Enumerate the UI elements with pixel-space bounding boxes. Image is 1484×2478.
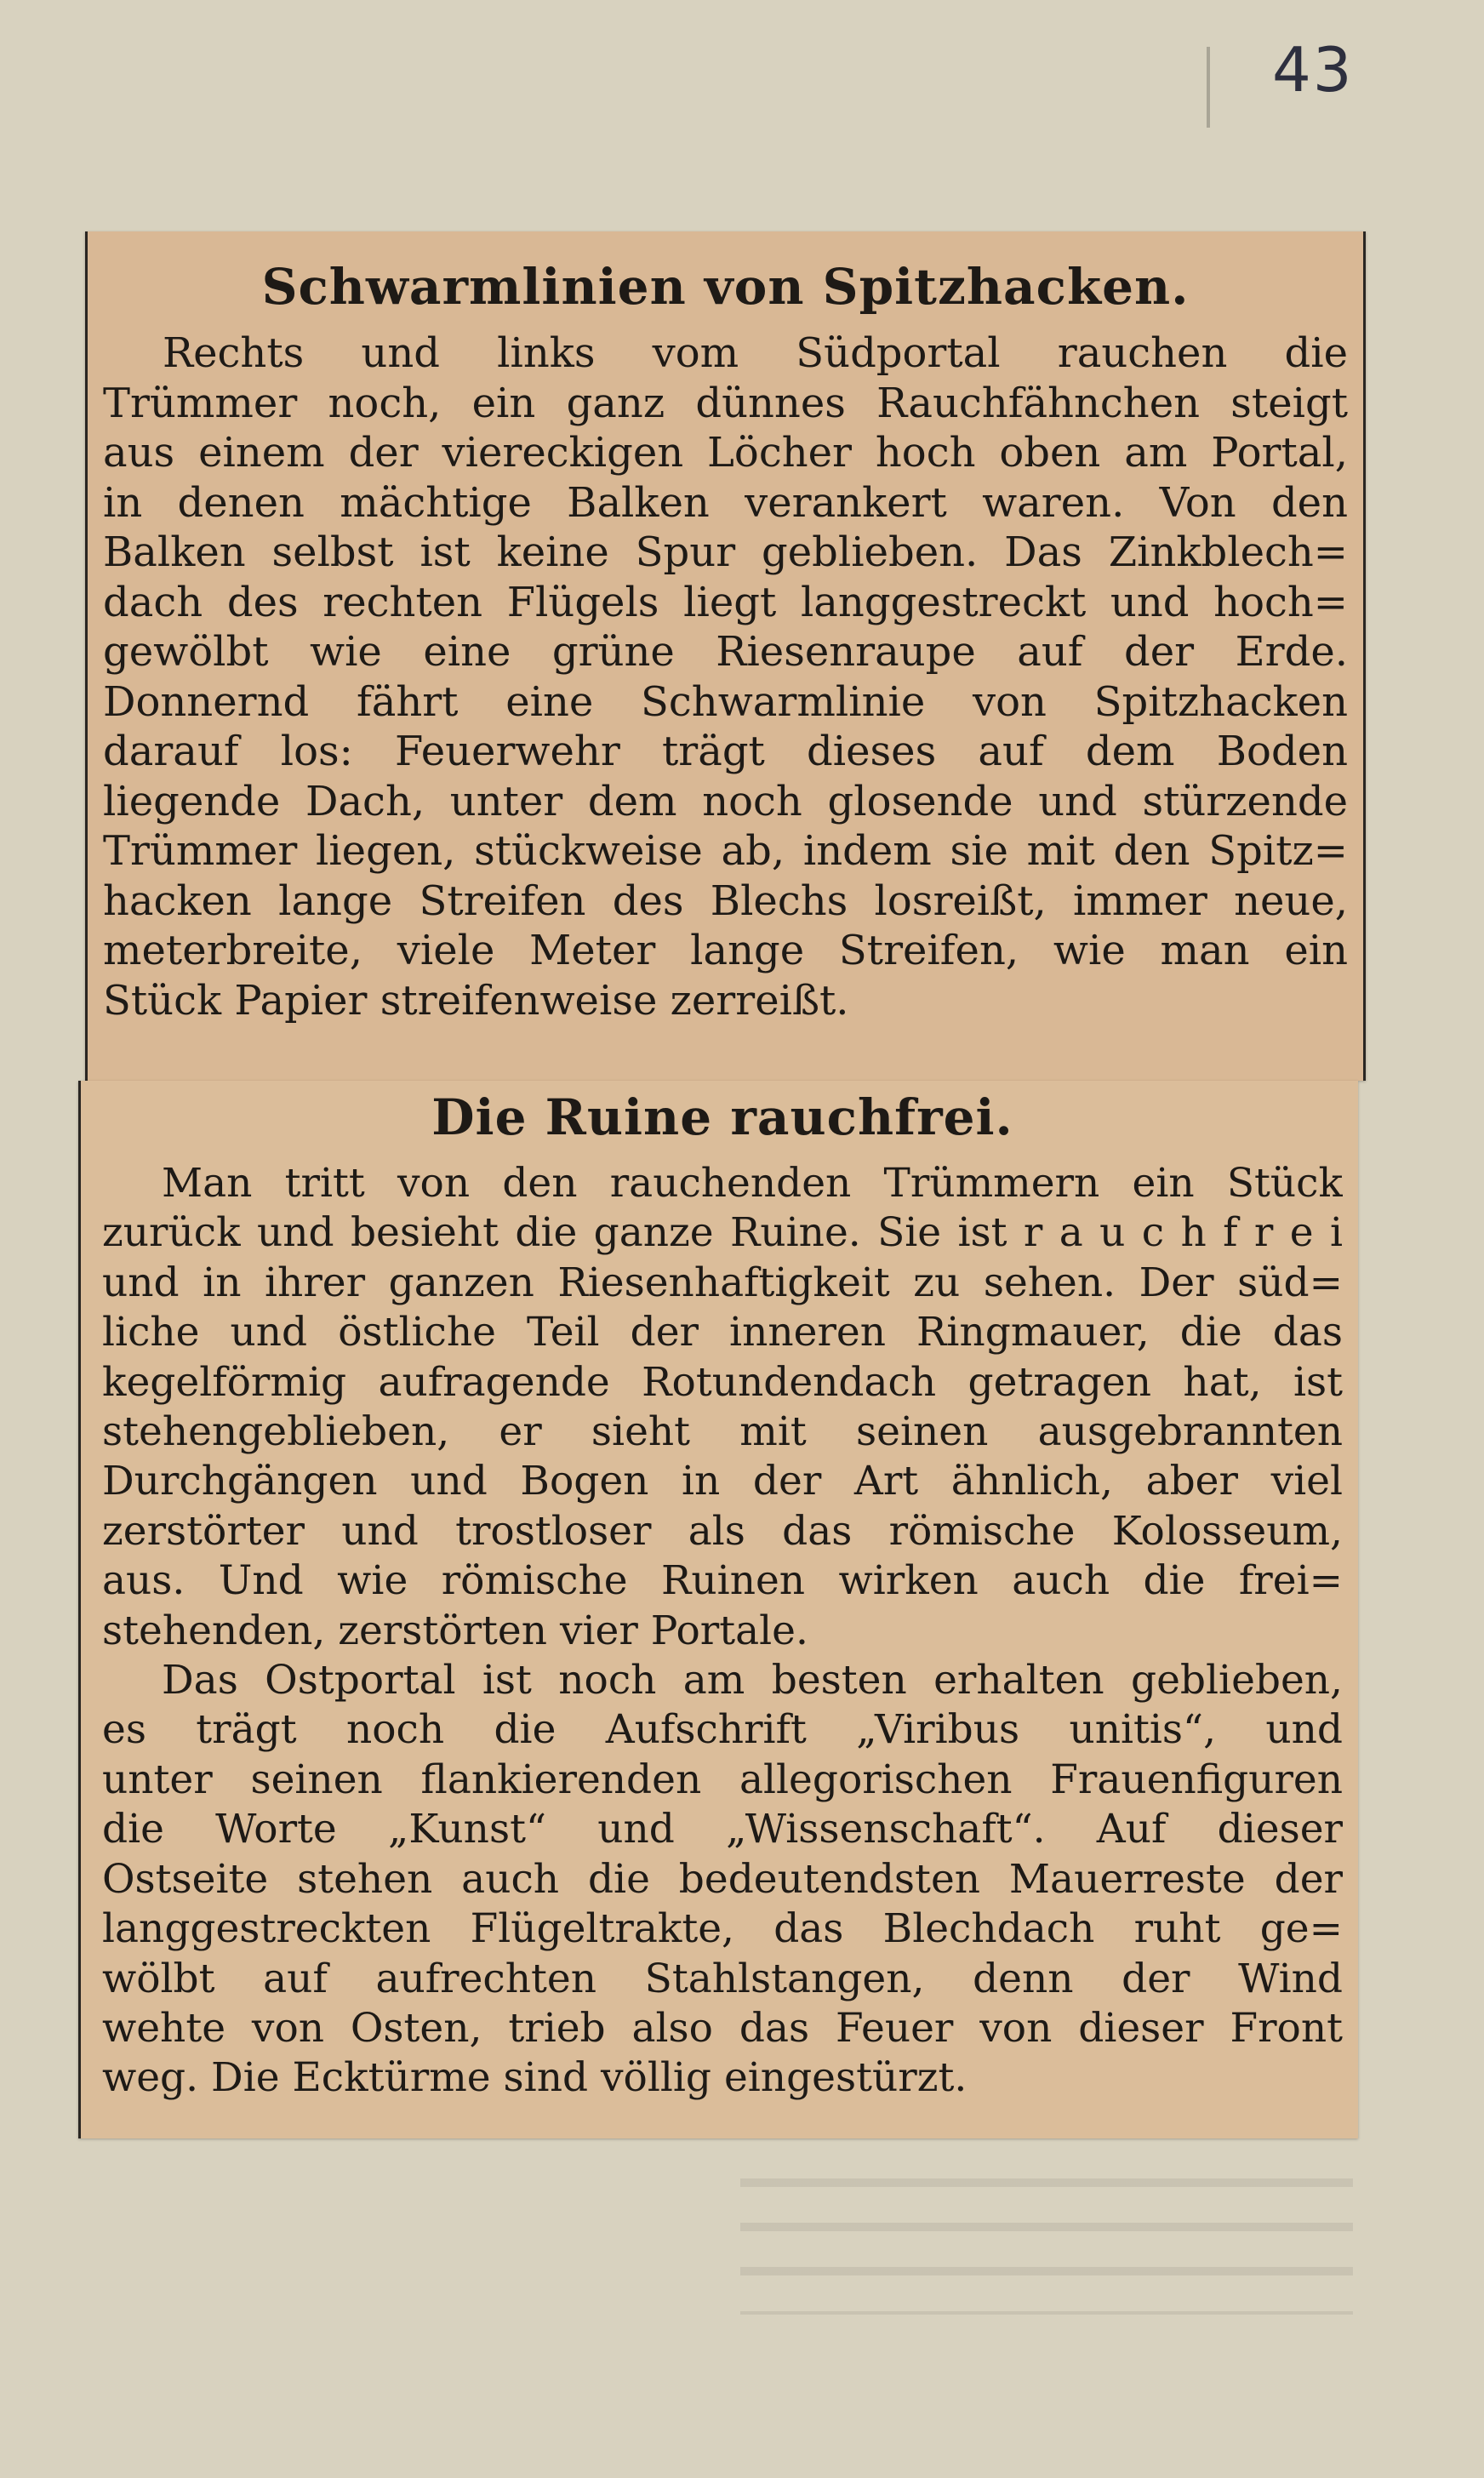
text-line: meterbreite, viele Meter lange Streifen, wie man ein [103,927,1348,974]
text-line: unter seinen flankierenden allegorischen Frauenfiguren [102,1756,1343,1803]
text-line: Rechts und links vom Südportal rauchen die [163,329,1348,377]
text-line: zerstörter und trostloser als das römische Kolosseum, [102,1507,1343,1555]
clipping-2-headline: Die Ruine rauchfrei. [431,1088,1013,1146]
clipping-1-body [103,328,1348,1025]
text-line: und in ihrer ganzen Riesenhaftigkeit zu sehen. Der süd= [102,1259,1343,1306]
text-line: liegende Dach, unter dem noch glosende und stürzende [103,777,1348,825]
pencil-mark [1207,47,1210,128]
newspaper-clipping-2 [78,1081,1358,2138]
text-line: Durchgängen und Bogen in der Art ähnlich, aber viel [102,1458,1343,1505]
text-line: Stück Papier streifenweise zerreißt. [103,976,849,1025]
text-line: Ostseite stehen auch die bedeutendsten Mauerreste der [102,1855,1343,1903]
text-line: langgestreckten Flügeltrakte, das Blechdach ruht ge= [102,1905,1343,1953]
text-line: wehte von Osten, trieb also das Feuer von dieser Front [102,2004,1343,2052]
text-line: die Worte „Kunst“ und „Wissenschaft“. Auf dieser [102,1806,1343,1853]
text-line: Trümmer noch, ein ganz dünnes Rauchfähnchen steigt [103,379,1348,427]
text-line: dach des rechten Flügels liegt langgestreckt und hoch= [103,578,1348,626]
text-line: aus. Und wie römische Ruinen wirken auch die frei= [102,1557,1343,1605]
text-line: stehengeblieben, er sieht mit seinen ausgebrannten [102,1408,1343,1456]
clipping-1-headline: Schwarmlinien von Spitzhacken. [261,258,1190,316]
text-line: liche und östliche Teil der inneren Ringmauer, die das [102,1309,1343,1356]
text-line: zurück und besieht die ganze Ruine. Sie ist r a u c h f r e i [102,1209,1343,1257]
text-line: Man tritt von den rauchenden Trümmern ein Stück [162,1160,1343,1207]
text-line: gewölbt wie eine grüne Riesenraupe auf der Erde. [103,628,1348,676]
text-line: in denen mächtige Balken verankert waren. Von den [103,478,1348,527]
text-line: kegelförmig aufragende Rotundendach getragen hat, ist [102,1358,1343,1406]
newspaper-clipping-1 [85,231,1366,1081]
text-line: es trägt noch die Aufschrift „Viribus unitis“, und [102,1706,1343,1754]
text-line: aus einem der viereckigen Löcher hoch oben am Portal, [103,429,1348,477]
clipping-2-body [102,1159,1343,2104]
text-line: stehenden, zerstörten vier Portale. [102,1607,808,1654]
text-line: Trümmer liegen, stückweise ab, indem sie mit den Spitz= [103,827,1348,875]
text-line: Donnernd fährt eine Schwarmlinie von Spitzhacken [103,677,1348,726]
show-through-print [740,2178,1353,2315]
text-line: hacken lange Streifen des Blechs losreißt, immer neue, [103,876,1348,925]
text-line: Das Ostportal ist noch am besten erhalten geblieben, [162,1657,1343,1704]
text-line: Balken selbst ist keine Spur geblieben. Das Zinkblech= [103,528,1348,576]
page-number: 43 [1272,34,1354,106]
text-line: darauf los: Feuerwehr trägt dieses auf dem Boden [103,728,1348,775]
text-line: wölbt auf aufrechten Stahlstangen, denn der Wind [102,1955,1343,2002]
text-line: weg. Die Ecktürme sind völlig eingestürzt. [102,2054,967,2102]
